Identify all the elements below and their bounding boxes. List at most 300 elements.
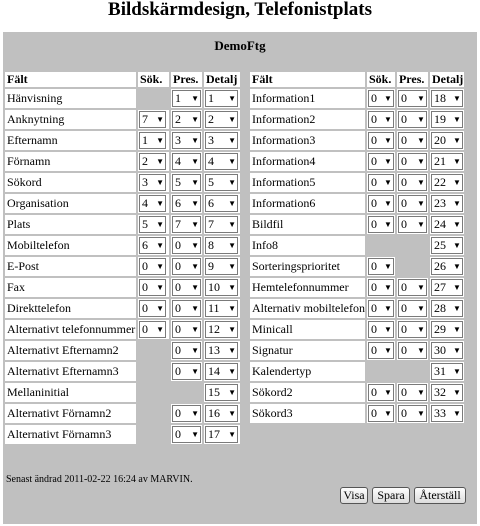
pres-cell xyxy=(397,110,428,129)
select-value: 0 xyxy=(175,343,181,357)
chevron-down-icon: ▼ xyxy=(384,409,392,418)
field-label: Fax xyxy=(5,278,136,297)
select-value: 0 xyxy=(400,112,407,126)
table-row xyxy=(250,278,464,297)
select-value: 23 xyxy=(433,196,446,210)
detalj-select[interactable] xyxy=(205,300,238,317)
select-value: 0 xyxy=(400,175,407,189)
empty-cell xyxy=(397,362,428,381)
pres-select[interactable] xyxy=(172,132,201,149)
detalj-select[interactable] xyxy=(205,90,238,107)
chevron-down-icon: ▼ xyxy=(156,115,164,124)
detalj-select[interactable] xyxy=(205,405,238,422)
header-sok: Sök. xyxy=(138,72,169,87)
select-value: 3 xyxy=(142,175,148,189)
select-value: 4 xyxy=(142,196,148,210)
chevron-down-icon: ▼ xyxy=(417,283,425,292)
table-row xyxy=(250,383,464,402)
table-row xyxy=(5,257,240,276)
select-value: 1 xyxy=(208,91,214,105)
detalj-select[interactable] xyxy=(205,111,238,128)
detalj-select[interactable] xyxy=(431,216,463,233)
detalj-select[interactable] xyxy=(205,426,238,443)
sok-select[interactable] xyxy=(368,132,394,149)
chevron-down-icon: ▼ xyxy=(417,157,425,166)
pres-select[interactable] xyxy=(172,90,201,107)
pres-cell xyxy=(171,299,202,318)
detalj-select[interactable] xyxy=(431,321,463,338)
sok-select[interactable] xyxy=(368,300,394,317)
field-label: Plats xyxy=(5,215,136,234)
detalj-cell xyxy=(430,320,464,339)
detalj-cell xyxy=(430,278,464,297)
pres-cell xyxy=(171,341,202,360)
field-label: Alternativt Efternamn2 xyxy=(5,341,136,360)
select-value: 0 xyxy=(370,343,377,357)
sok-select[interactable] xyxy=(139,111,166,128)
table-row xyxy=(5,236,240,255)
select-value: 4 xyxy=(175,154,181,168)
field-label: Minicall xyxy=(250,320,365,339)
sok-select[interactable] xyxy=(368,405,394,422)
table-row xyxy=(250,299,464,318)
detalj-select[interactable] xyxy=(431,90,463,107)
field-label: Information3 xyxy=(250,131,365,150)
sok-select[interactable] xyxy=(368,111,394,128)
detalj-cell xyxy=(204,362,240,381)
empty-cell xyxy=(138,404,169,423)
header-sok: Sök. xyxy=(367,72,395,87)
detalj-cell xyxy=(204,278,240,297)
sok-cell xyxy=(367,383,395,402)
detalj-select[interactable] xyxy=(431,300,463,317)
select-value: 0 xyxy=(370,91,377,105)
sok-select[interactable] xyxy=(368,153,394,170)
select-value: 20 xyxy=(433,133,446,147)
detalj-select[interactable] xyxy=(431,384,463,401)
aterstall-button[interactable]: Återställ xyxy=(414,487,466,504)
sok-select[interactable] xyxy=(368,90,394,107)
field-label: Alternativ mobiltelefon xyxy=(250,299,365,318)
detalj-select[interactable] xyxy=(205,321,238,338)
chevron-down-icon: ▼ xyxy=(191,178,199,187)
pres-cell xyxy=(397,215,428,234)
pres-select[interactable] xyxy=(172,321,201,338)
sok-select[interactable] xyxy=(139,237,166,254)
select-value: 15 xyxy=(208,385,220,399)
field-label: Förnamn xyxy=(5,152,136,171)
sok-cell xyxy=(367,194,395,213)
detalj-cell xyxy=(430,173,464,192)
sok-select[interactable] xyxy=(368,384,394,401)
pres-select[interactable] xyxy=(398,216,427,233)
table-row xyxy=(5,173,240,192)
chevron-down-icon: ▼ xyxy=(228,115,236,124)
chevron-down-icon: ▼ xyxy=(228,262,236,271)
detalj-select[interactable] xyxy=(205,132,238,149)
pres-select[interactable] xyxy=(398,384,427,401)
sok-select[interactable] xyxy=(368,342,394,359)
table-row xyxy=(250,404,464,423)
detalj-select[interactable] xyxy=(431,195,463,212)
table-row xyxy=(250,215,464,234)
detalj-cell xyxy=(430,131,464,150)
table-row xyxy=(5,131,240,150)
select-value: 0 xyxy=(142,322,148,336)
select-value: 0 xyxy=(370,175,377,189)
select-value: 0 xyxy=(400,406,407,420)
sok-cell xyxy=(138,278,169,297)
select-value: 18 xyxy=(433,91,446,105)
select-value: 0 xyxy=(370,112,377,126)
detalj-cell xyxy=(430,89,464,108)
field-label: Alternativt Förnamn2 xyxy=(5,404,136,423)
select-value: 26 xyxy=(433,259,446,273)
detalj-select[interactable] xyxy=(431,174,463,191)
sok-cell xyxy=(367,215,395,234)
empty-cell xyxy=(138,383,169,402)
select-value: 0 xyxy=(400,343,407,357)
table-row xyxy=(5,299,240,318)
sok-select[interactable] xyxy=(139,321,166,338)
chevron-down-icon: ▼ xyxy=(191,409,199,418)
sok-select[interactable] xyxy=(139,216,166,233)
chevron-down-icon: ▼ xyxy=(191,262,199,271)
pres-select[interactable] xyxy=(398,153,427,170)
pres-cell xyxy=(171,257,202,276)
select-value: 11 xyxy=(208,301,220,315)
field-label: Sorteringsprioritet xyxy=(250,257,365,276)
empty-cell xyxy=(367,362,395,381)
detalj-select[interactable] xyxy=(431,153,463,170)
select-value: 0 xyxy=(175,364,181,378)
pres-cell xyxy=(397,173,428,192)
sok-cell xyxy=(138,215,169,234)
detalj-select[interactable] xyxy=(431,279,463,296)
pres-select[interactable] xyxy=(398,195,427,212)
chevron-down-icon: ▼ xyxy=(417,220,425,229)
table-row xyxy=(250,131,464,150)
chevron-down-icon: ▼ xyxy=(191,325,199,334)
pres-cell xyxy=(397,320,428,339)
chevron-down-icon: ▼ xyxy=(156,283,164,292)
detalj-select[interactable] xyxy=(431,363,463,380)
sok-select[interactable] xyxy=(368,174,394,191)
pres-select[interactable] xyxy=(398,321,427,338)
sok-select[interactable] xyxy=(368,321,394,338)
sok-select[interactable] xyxy=(139,174,166,191)
pres-select[interactable] xyxy=(398,90,427,107)
chevron-down-icon: ▼ xyxy=(228,178,236,187)
select-value: 1 xyxy=(175,91,181,105)
detalj-cell xyxy=(430,194,464,213)
pres-cell xyxy=(397,341,428,360)
sok-select[interactable] xyxy=(139,153,166,170)
detalj-select[interactable] xyxy=(431,237,463,254)
chevron-down-icon: ▼ xyxy=(228,409,236,418)
select-value: 0 xyxy=(370,196,377,210)
chevron-down-icon: ▼ xyxy=(228,94,236,103)
detalj-cell xyxy=(430,110,464,129)
table-row xyxy=(5,362,240,381)
table-row xyxy=(250,236,464,255)
detalj-select[interactable] xyxy=(205,153,238,170)
pres-cell xyxy=(171,404,202,423)
chevron-down-icon: ▼ xyxy=(417,325,425,334)
detalj-cell xyxy=(204,425,240,444)
chevron-down-icon: ▼ xyxy=(384,94,392,103)
chevron-down-icon: ▼ xyxy=(384,346,392,355)
pres-select[interactable] xyxy=(398,405,427,422)
field-label: Alternativt Förnamn3 xyxy=(5,425,136,444)
pres-cell xyxy=(171,215,202,234)
detalj-select[interactable] xyxy=(205,174,238,191)
detalj-select[interactable] xyxy=(205,279,238,296)
spara-button[interactable]: Spara xyxy=(372,487,410,504)
sok-cell xyxy=(138,320,169,339)
sok-select[interactable] xyxy=(139,279,166,296)
field-label: Information6 xyxy=(250,194,365,213)
select-value: 0 xyxy=(370,133,377,147)
select-value: 12 xyxy=(208,322,220,336)
pres-cell xyxy=(397,278,428,297)
pres-select[interactable] xyxy=(398,174,427,191)
chevron-down-icon: ▼ xyxy=(384,136,392,145)
table-row xyxy=(5,425,240,444)
pres-cell xyxy=(171,362,202,381)
chevron-down-icon: ▼ xyxy=(191,199,199,208)
empty-cell xyxy=(171,383,202,402)
chevron-down-icon: ▼ xyxy=(156,178,164,187)
chevron-down-icon: ▼ xyxy=(228,304,236,313)
field-label: Alternativt Efternamn3 xyxy=(5,362,136,381)
detalj-cell xyxy=(204,320,240,339)
pres-cell xyxy=(171,320,202,339)
sok-cell xyxy=(367,404,395,423)
sok-cell xyxy=(367,278,395,297)
chevron-down-icon: ▼ xyxy=(453,409,461,418)
detalj-select[interactable] xyxy=(205,258,238,275)
field-label: Organisation xyxy=(5,194,136,213)
pres-cell xyxy=(171,89,202,108)
select-value: 0 xyxy=(400,280,407,294)
sok-select[interactable] xyxy=(139,300,166,317)
pres-select[interactable] xyxy=(172,279,201,296)
detalj-cell xyxy=(204,236,240,255)
select-value: 29 xyxy=(433,322,446,336)
chevron-down-icon: ▼ xyxy=(228,199,236,208)
empty-cell xyxy=(138,341,169,360)
select-value: 0 xyxy=(175,259,181,273)
detalj-cell xyxy=(204,383,240,402)
select-value: 31 xyxy=(433,364,446,378)
select-value: 10 xyxy=(208,280,220,294)
select-value: 0 xyxy=(370,301,377,315)
chevron-down-icon: ▼ xyxy=(191,136,199,145)
pres-select[interactable] xyxy=(172,237,201,254)
select-value: 24 xyxy=(433,217,446,231)
field-label: Sökord xyxy=(5,173,136,192)
detalj-cell xyxy=(204,194,240,213)
detalj-select[interactable] xyxy=(431,111,463,128)
detalj-cell xyxy=(204,110,240,129)
pres-cell xyxy=(397,194,428,213)
chevron-down-icon: ▼ xyxy=(191,346,199,355)
chevron-down-icon: ▼ xyxy=(228,136,236,145)
detalj-cell xyxy=(204,341,240,360)
field-label: Mellaninitial xyxy=(5,383,136,402)
detalj-cell xyxy=(430,236,464,255)
visa-button[interactable]: Visa xyxy=(340,487,368,504)
chevron-down-icon: ▼ xyxy=(191,430,199,439)
select-value: 3 xyxy=(208,133,214,147)
sok-select[interactable] xyxy=(139,195,166,212)
select-value: 21 xyxy=(433,154,446,168)
sok-cell xyxy=(367,110,395,129)
field-label: Bildfil xyxy=(250,215,365,234)
empty-cell xyxy=(138,425,169,444)
detalj-select[interactable] xyxy=(205,363,238,380)
select-value: 0 xyxy=(142,301,148,315)
field-label: Information4 xyxy=(250,152,365,171)
select-value: 1 xyxy=(142,133,148,147)
sok-cell xyxy=(367,131,395,150)
select-value: 0 xyxy=(370,406,377,420)
select-value: 6 xyxy=(142,238,148,252)
select-value: 9 xyxy=(208,259,214,273)
right-field-table xyxy=(248,70,466,425)
sok-cell xyxy=(138,299,169,318)
chevron-down-icon: ▼ xyxy=(156,157,164,166)
chevron-down-icon: ▼ xyxy=(384,262,392,271)
detalj-select[interactable] xyxy=(205,216,238,233)
field-label: E-Post xyxy=(5,257,136,276)
chevron-down-icon: ▼ xyxy=(228,220,236,229)
chevron-down-icon: ▼ xyxy=(384,115,392,124)
sok-cell xyxy=(367,257,395,276)
pres-select[interactable] xyxy=(172,300,201,317)
detalj-select[interactable] xyxy=(431,132,463,149)
chevron-down-icon: ▼ xyxy=(156,199,164,208)
chevron-down-icon: ▼ xyxy=(417,94,425,103)
sok-cell xyxy=(367,173,395,192)
pres-select[interactable] xyxy=(398,132,427,149)
table-row xyxy=(5,89,240,108)
table-row xyxy=(250,110,464,129)
select-value: 0 xyxy=(370,259,377,273)
pres-select[interactable] xyxy=(172,426,201,443)
detalj-select[interactable] xyxy=(205,237,238,254)
chevron-down-icon: ▼ xyxy=(156,220,164,229)
pres-select[interactable] xyxy=(172,195,201,212)
chevron-down-icon: ▼ xyxy=(453,157,461,166)
company-name: DemoFtg xyxy=(214,38,266,53)
pres-select[interactable] xyxy=(172,363,201,380)
field-label: Information2 xyxy=(250,110,365,129)
select-value: 0 xyxy=(400,154,407,168)
chevron-down-icon: ▼ xyxy=(384,304,392,313)
detalj-select[interactable] xyxy=(205,342,238,359)
chevron-down-icon: ▼ xyxy=(453,283,461,292)
pres-select[interactable] xyxy=(172,405,201,422)
chevron-down-icon: ▼ xyxy=(453,136,461,145)
pres-select[interactable] xyxy=(172,258,201,275)
detalj-select[interactable] xyxy=(431,258,463,275)
pres-select[interactable] xyxy=(172,216,201,233)
pres-select[interactable] xyxy=(172,174,201,191)
select-value: 0 xyxy=(175,301,181,315)
pres-select[interactable] xyxy=(398,300,427,317)
pres-cell xyxy=(171,278,202,297)
detalj-select[interactable] xyxy=(205,195,238,212)
detalj-cell xyxy=(204,89,240,108)
chevron-down-icon: ▼ xyxy=(417,388,425,397)
chevron-down-icon: ▼ xyxy=(228,241,236,250)
sok-cell xyxy=(138,194,169,213)
pres-select[interactable] xyxy=(172,153,201,170)
sok-select[interactable] xyxy=(139,258,166,275)
empty-cell xyxy=(397,257,428,276)
field-label: Hänvisning xyxy=(5,89,136,108)
select-value: 0 xyxy=(370,217,377,231)
detalj-select[interactable] xyxy=(205,384,238,401)
field-label: Sökord3 xyxy=(250,404,365,423)
sok-cell xyxy=(367,299,395,318)
chevron-down-icon: ▼ xyxy=(156,325,164,334)
field-label: Information1 xyxy=(250,89,365,108)
select-value: 6 xyxy=(175,196,181,210)
detalj-select[interactable] xyxy=(431,405,463,422)
last-changed-text: Senast ändrad 2011-02-22 16:24 av MARVIN. xyxy=(6,474,193,485)
chevron-down-icon: ▼ xyxy=(417,136,425,145)
chevron-down-icon: ▼ xyxy=(228,325,236,334)
pres-select[interactable] xyxy=(172,342,201,359)
field-label: Kalendertyp xyxy=(250,362,365,381)
pres-cell xyxy=(397,152,428,171)
sok-cell xyxy=(138,152,169,171)
sok-select[interactable] xyxy=(139,132,166,149)
sok-select[interactable] xyxy=(368,258,394,275)
sok-select[interactable] xyxy=(368,216,394,233)
pres-cell xyxy=(171,152,202,171)
chevron-down-icon: ▼ xyxy=(453,115,461,124)
table-row xyxy=(5,383,240,402)
header-falt: Fält xyxy=(250,72,365,87)
pres-select[interactable] xyxy=(398,111,427,128)
pres-select[interactable] xyxy=(172,111,201,128)
chevron-down-icon: ▼ xyxy=(417,178,425,187)
chevron-down-icon: ▼ xyxy=(191,157,199,166)
chevron-down-icon: ▼ xyxy=(191,283,199,292)
detalj-select[interactable] xyxy=(431,342,463,359)
select-value: 0 xyxy=(400,91,407,105)
page-title: Bildskärmdesign, Telefonistplats xyxy=(108,0,372,20)
select-value: 5 xyxy=(142,217,148,231)
sok-select[interactable] xyxy=(368,195,394,212)
select-value: 7 xyxy=(142,112,148,126)
select-value: 14 xyxy=(208,364,220,378)
select-value: 0 xyxy=(370,322,377,336)
chevron-down-icon: ▼ xyxy=(453,325,461,334)
sok-cell xyxy=(367,89,395,108)
chevron-down-icon: ▼ xyxy=(191,304,199,313)
table-row xyxy=(250,257,464,276)
pres-select[interactable] xyxy=(398,279,427,296)
select-value: 32 xyxy=(433,385,446,399)
sok-select[interactable] xyxy=(368,279,394,296)
chevron-down-icon: ▼ xyxy=(156,262,164,271)
pres-select[interactable] xyxy=(398,342,427,359)
